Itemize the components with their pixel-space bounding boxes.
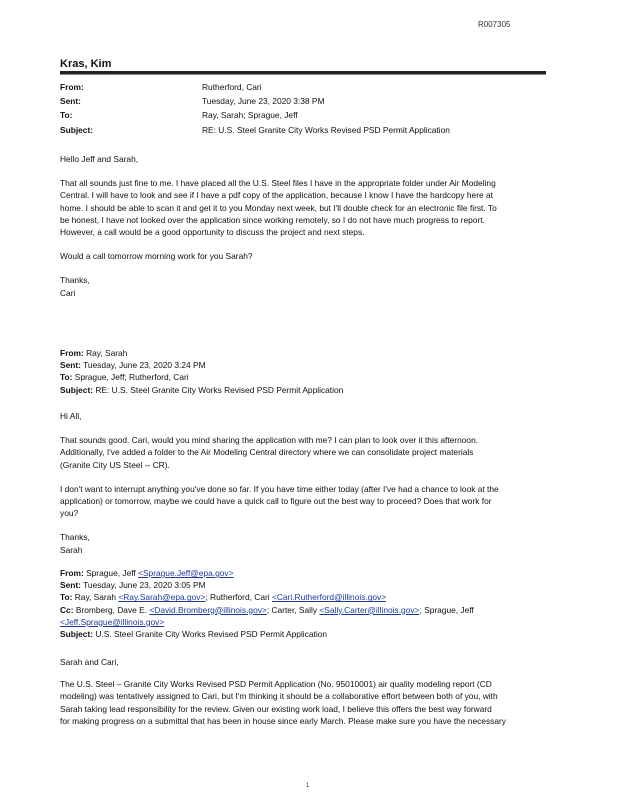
bates-number: R007305 [478, 20, 511, 29]
closing: Thanks, [60, 275, 90, 286]
from-label: From: [60, 82, 84, 92]
paragraph-line: Additionally, I've added a folder to the Air Modeling Central directory where we can consolidate project materials [60, 447, 474, 458]
message-2-body [60, 410, 560, 556]
paragraph-line: However, a call would be a good opportunity to discuss the project and next steps. [60, 227, 365, 238]
sent-label: Sent: [60, 580, 81, 591]
from-email-link[interactable]: <Sprague.Jeff@epa.gov> [138, 568, 234, 578]
subject-value: U.S. Steel Granite City Works Revised PSD Permit Application [95, 629, 328, 640]
sent-value: Tuesday, June 23, 2020 3:24 PM [83, 360, 206, 371]
cc-value-3: ; Sprague, Jeff [419, 604, 474, 615]
sent-label: Sent: [60, 360, 81, 371]
to-value-2: ; Rutherford, Cari [205, 592, 270, 603]
message-3-body [60, 656, 560, 727]
paragraph-line: home. I should be able to scan it and get it to you Monday next week, but I'll double check for an electronic file first. To [60, 202, 497, 213]
paragraph-line: Central. I will have to look and see if I have a pdf copy of the application, because I know I have the hardcopy here at [60, 190, 493, 201]
from-label: From: [60, 348, 84, 358]
sent-value: Tuesday, June 23, 2020 3:38 PM [202, 96, 325, 107]
paragraph-line: be honest, I have not looked over the application since working remotely, so I do not have much progress to report. [60, 214, 485, 225]
cc-email-link[interactable]: <David.Bromberg@illinois.gov> [149, 604, 267, 615]
paragraph-line: modeling) was tentatively assigned to Cari, but I'm thinking it should be a collaborative effort between both of you, with [60, 691, 498, 702]
header-divider [60, 71, 546, 75]
greeting: Sarah and Cari, [60, 657, 119, 667]
cc-value-2: ; Carter, Sally [266, 604, 318, 615]
subject-label: Subject: [60, 629, 94, 640]
email-header [60, 80, 550, 137]
to-email-link[interactable]: <Ray.Sarah@epa.gov> [118, 592, 206, 603]
to-value: Sprague, Jeff; Rutherford, Cari [74, 372, 189, 383]
subject-label: Subject: [60, 384, 94, 395]
cc-value: Bromberg, Dave E. [75, 604, 148, 615]
mailbox-owner: Kras, Kim [60, 58, 112, 70]
signature: Cari [60, 287, 76, 298]
message-3-header [60, 567, 560, 640]
from-label: From: [60, 568, 84, 578]
header-sent-row [60, 94, 550, 108]
to-label: To: [60, 110, 73, 121]
paragraph-line: application) or tomorrow, maybe we could have a quick call to figure out the best way to proceed? Does that work for [60, 496, 492, 507]
closing: Thanks, [60, 532, 90, 543]
paragraph-line: I don't want to interrupt anything you've done so far. If you have time either today (after I've had a chance to look at the [60, 483, 499, 494]
signature: Sarah [60, 544, 83, 555]
header-to-row [60, 108, 550, 122]
paragraph-line: The U.S. Steel – Granite City Works Revised PSD Permit Application (No. 95010001) air quality modeling report (CD [60, 679, 492, 690]
from-value: Ray, Sarah [86, 348, 128, 358]
from-value: Sprague, Jeff [86, 568, 136, 578]
message-2-header [60, 347, 560, 396]
cc-email-link[interactable]: <Sally.Carter@illinois.gov> [319, 604, 420, 615]
cc-label: Cc: [60, 604, 74, 615]
paragraph: Would a call tomorrow morning work for you Sarah? [60, 251, 253, 262]
greeting: Hi All, [60, 411, 82, 421]
paragraph-line: you? [60, 508, 79, 519]
cc-email-link[interactable]: <Jeff.Sprague@illinois.gov> [60, 616, 165, 627]
header-from-row [60, 80, 550, 94]
to-value: Ray, Sarah; Sprague, Jeff [202, 110, 298, 121]
from-value: Rutherford, Cari [202, 82, 262, 92]
message-1-body [60, 153, 560, 299]
paragraph-line: for making progress on a submittal that has been in house since early March. Please make sure you have the necessary [60, 715, 506, 726]
paragraph-line: Sarah taking lead responsibility for the review. Given our existing work load, I believe this offers the best way forward [60, 703, 492, 714]
subject-label: Subject: [60, 124, 94, 135]
paragraph-line: (Granite City US Steel -- CR). [60, 459, 170, 470]
page-number: 1 [306, 783, 310, 789]
subject-value: RE: U.S. Steel Granite City Works Revised PSD Permit Application [95, 384, 344, 395]
sent-label: Sent: [60, 96, 81, 107]
subject-value: RE: U.S. Steel Granite City Works Revised PSD Permit Application [202, 124, 450, 135]
sent-value: Tuesday, June 23, 2020 3:05 PM [83, 580, 206, 591]
paragraph-line: That all sounds just fine to me. I have placed all the U.S. Steel files I have in the appropriate folder under Air Modeling [60, 178, 496, 189]
to-label: To: [60, 372, 73, 383]
greeting: Hello Jeff and Sarah, [60, 154, 139, 164]
header-subject-row [60, 123, 550, 137]
to-value: Ray, Sarah [74, 592, 117, 603]
paragraph-line: That sounds good. Cari, would you mind sharing the application with me? I can plan to look over it this afternoon. [60, 435, 479, 446]
to-label: To: [60, 592, 73, 603]
to-email-link[interactable]: <Cari.Rutherford@illinois.gov> [271, 592, 387, 603]
